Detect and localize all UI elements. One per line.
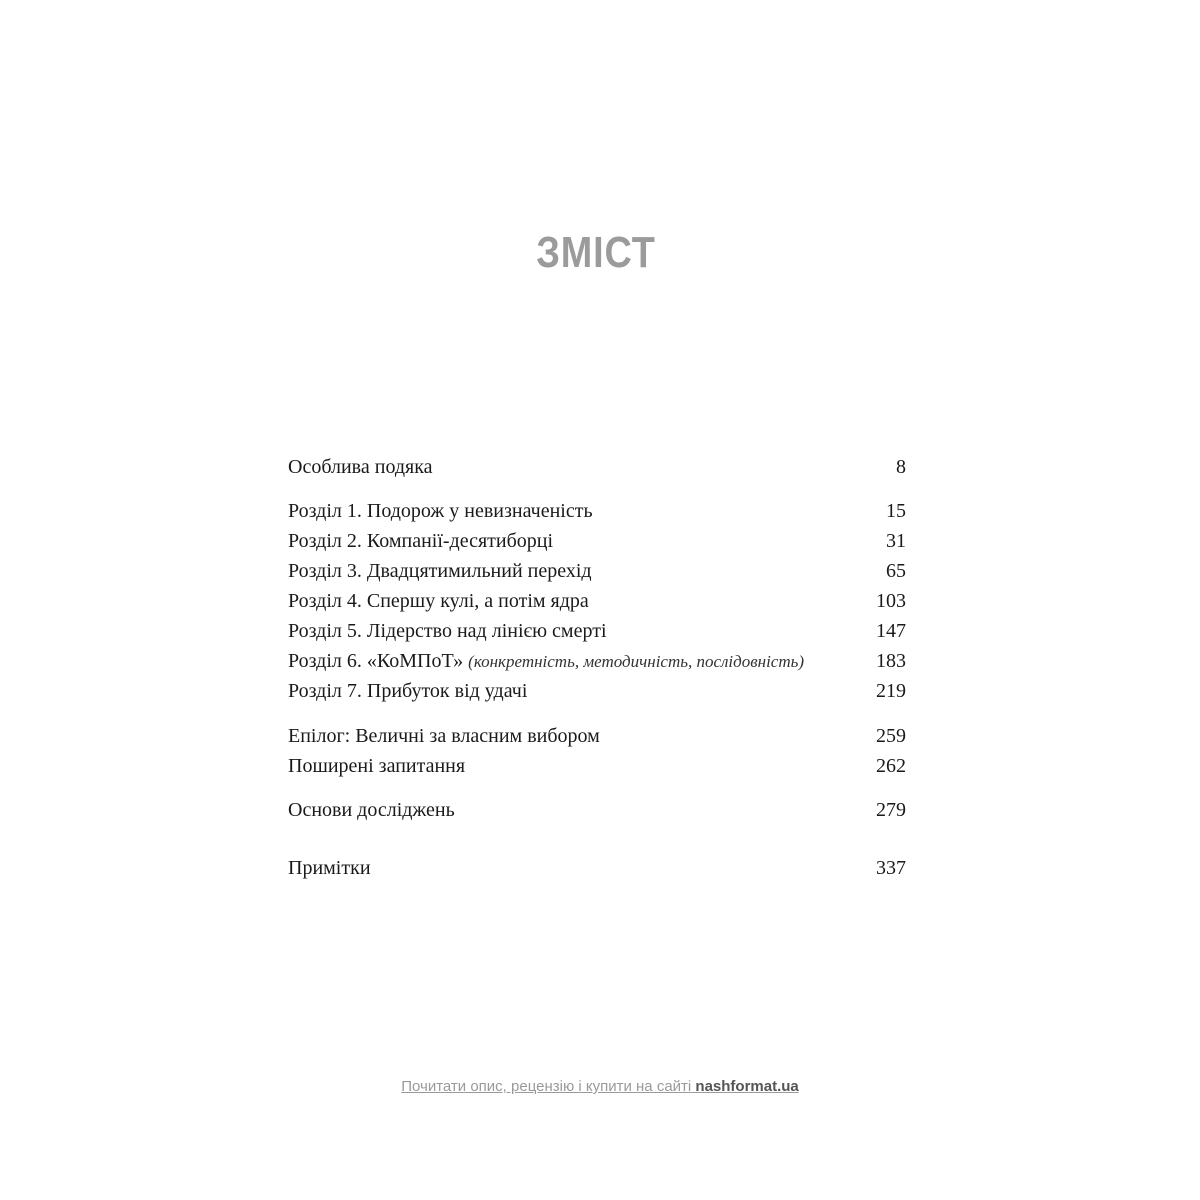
toc-entry-chapter-1[interactable] [288, 496, 906, 526]
toc-entry-chapter-4[interactable] [288, 586, 906, 616]
footer-site-name: nashformat.ua [695, 1078, 799, 1095]
toc-entry-label: Розділ 3. Двадцятимильний перехід [288, 560, 592, 582]
toc-page-number: 337 [876, 857, 906, 879]
toc-entry-label: Розділ 4. Спершу кулі, а потім ядра [288, 590, 589, 612]
toc-page-number: 8 [896, 456, 906, 478]
toc-page-number: 219 [876, 680, 906, 702]
toc-entry-subtitle: (конкретність, методичність, послідовність) [468, 652, 805, 671]
toc-entry-label: Розділ 6. «КоМПоТ» (конкретність, методичність, послідовність) [288, 650, 805, 672]
toc-entry-chapter-6[interactable] [288, 646, 906, 676]
toc-entry-label: Розділ 7. Прибуток від удачі [288, 680, 528, 702]
toc-page-number: 262 [876, 755, 906, 777]
toc-page-number: 259 [876, 725, 906, 747]
toc-page-number: 279 [876, 799, 906, 821]
toc-page-number: 31 [886, 530, 906, 552]
toc-entry-label: Поширені запитання [288, 755, 466, 777]
page-title: ЗМІСТ [536, 228, 656, 277]
toc-entry-label: Розділ 5. Лідерство над лінією смерті [288, 620, 607, 642]
footer [0, 1078, 1200, 1095]
toc-page-number: 103 [876, 590, 906, 612]
toc-entry-label: Епілог: Величні за власним вибором [288, 725, 600, 747]
toc-page-number: 147 [876, 620, 906, 642]
toc-entry-chapter-3[interactable] [288, 556, 906, 586]
toc-entry-label: Примітки [288, 857, 371, 879]
toc-entry-chapter-7[interactable] [288, 676, 906, 706]
toc-entry-label: Розділ 1. Подорож у невизначеність [288, 500, 593, 522]
toc-entry-label: Основи досліджень [288, 799, 455, 821]
footer-link[interactable] [401, 1078, 799, 1095]
toc-entry-epilogue[interactable] [288, 721, 906, 751]
toc-page-number: 15 [886, 500, 906, 522]
toc-entry-notes[interactable] [288, 853, 906, 883]
toc-entry-acknowledgements[interactable] [288, 452, 906, 482]
toc-entry-research-foundations[interactable] [288, 795, 906, 825]
toc-entry-chapter-5[interactable] [288, 616, 906, 646]
toc-entry-chapter-2[interactable] [288, 526, 906, 556]
footer-link-text: Почитати опис, рецензію і купити на сайті [401, 1078, 692, 1095]
toc-page-number: 65 [886, 560, 906, 582]
toc-entry-label: Розділ 2. Компанії-десятиборці [288, 530, 554, 552]
toc-entry-faq[interactable] [288, 751, 906, 781]
toc-page-number: 183 [876, 650, 906, 672]
toc-entry-label: Особлива подяка [288, 456, 433, 478]
